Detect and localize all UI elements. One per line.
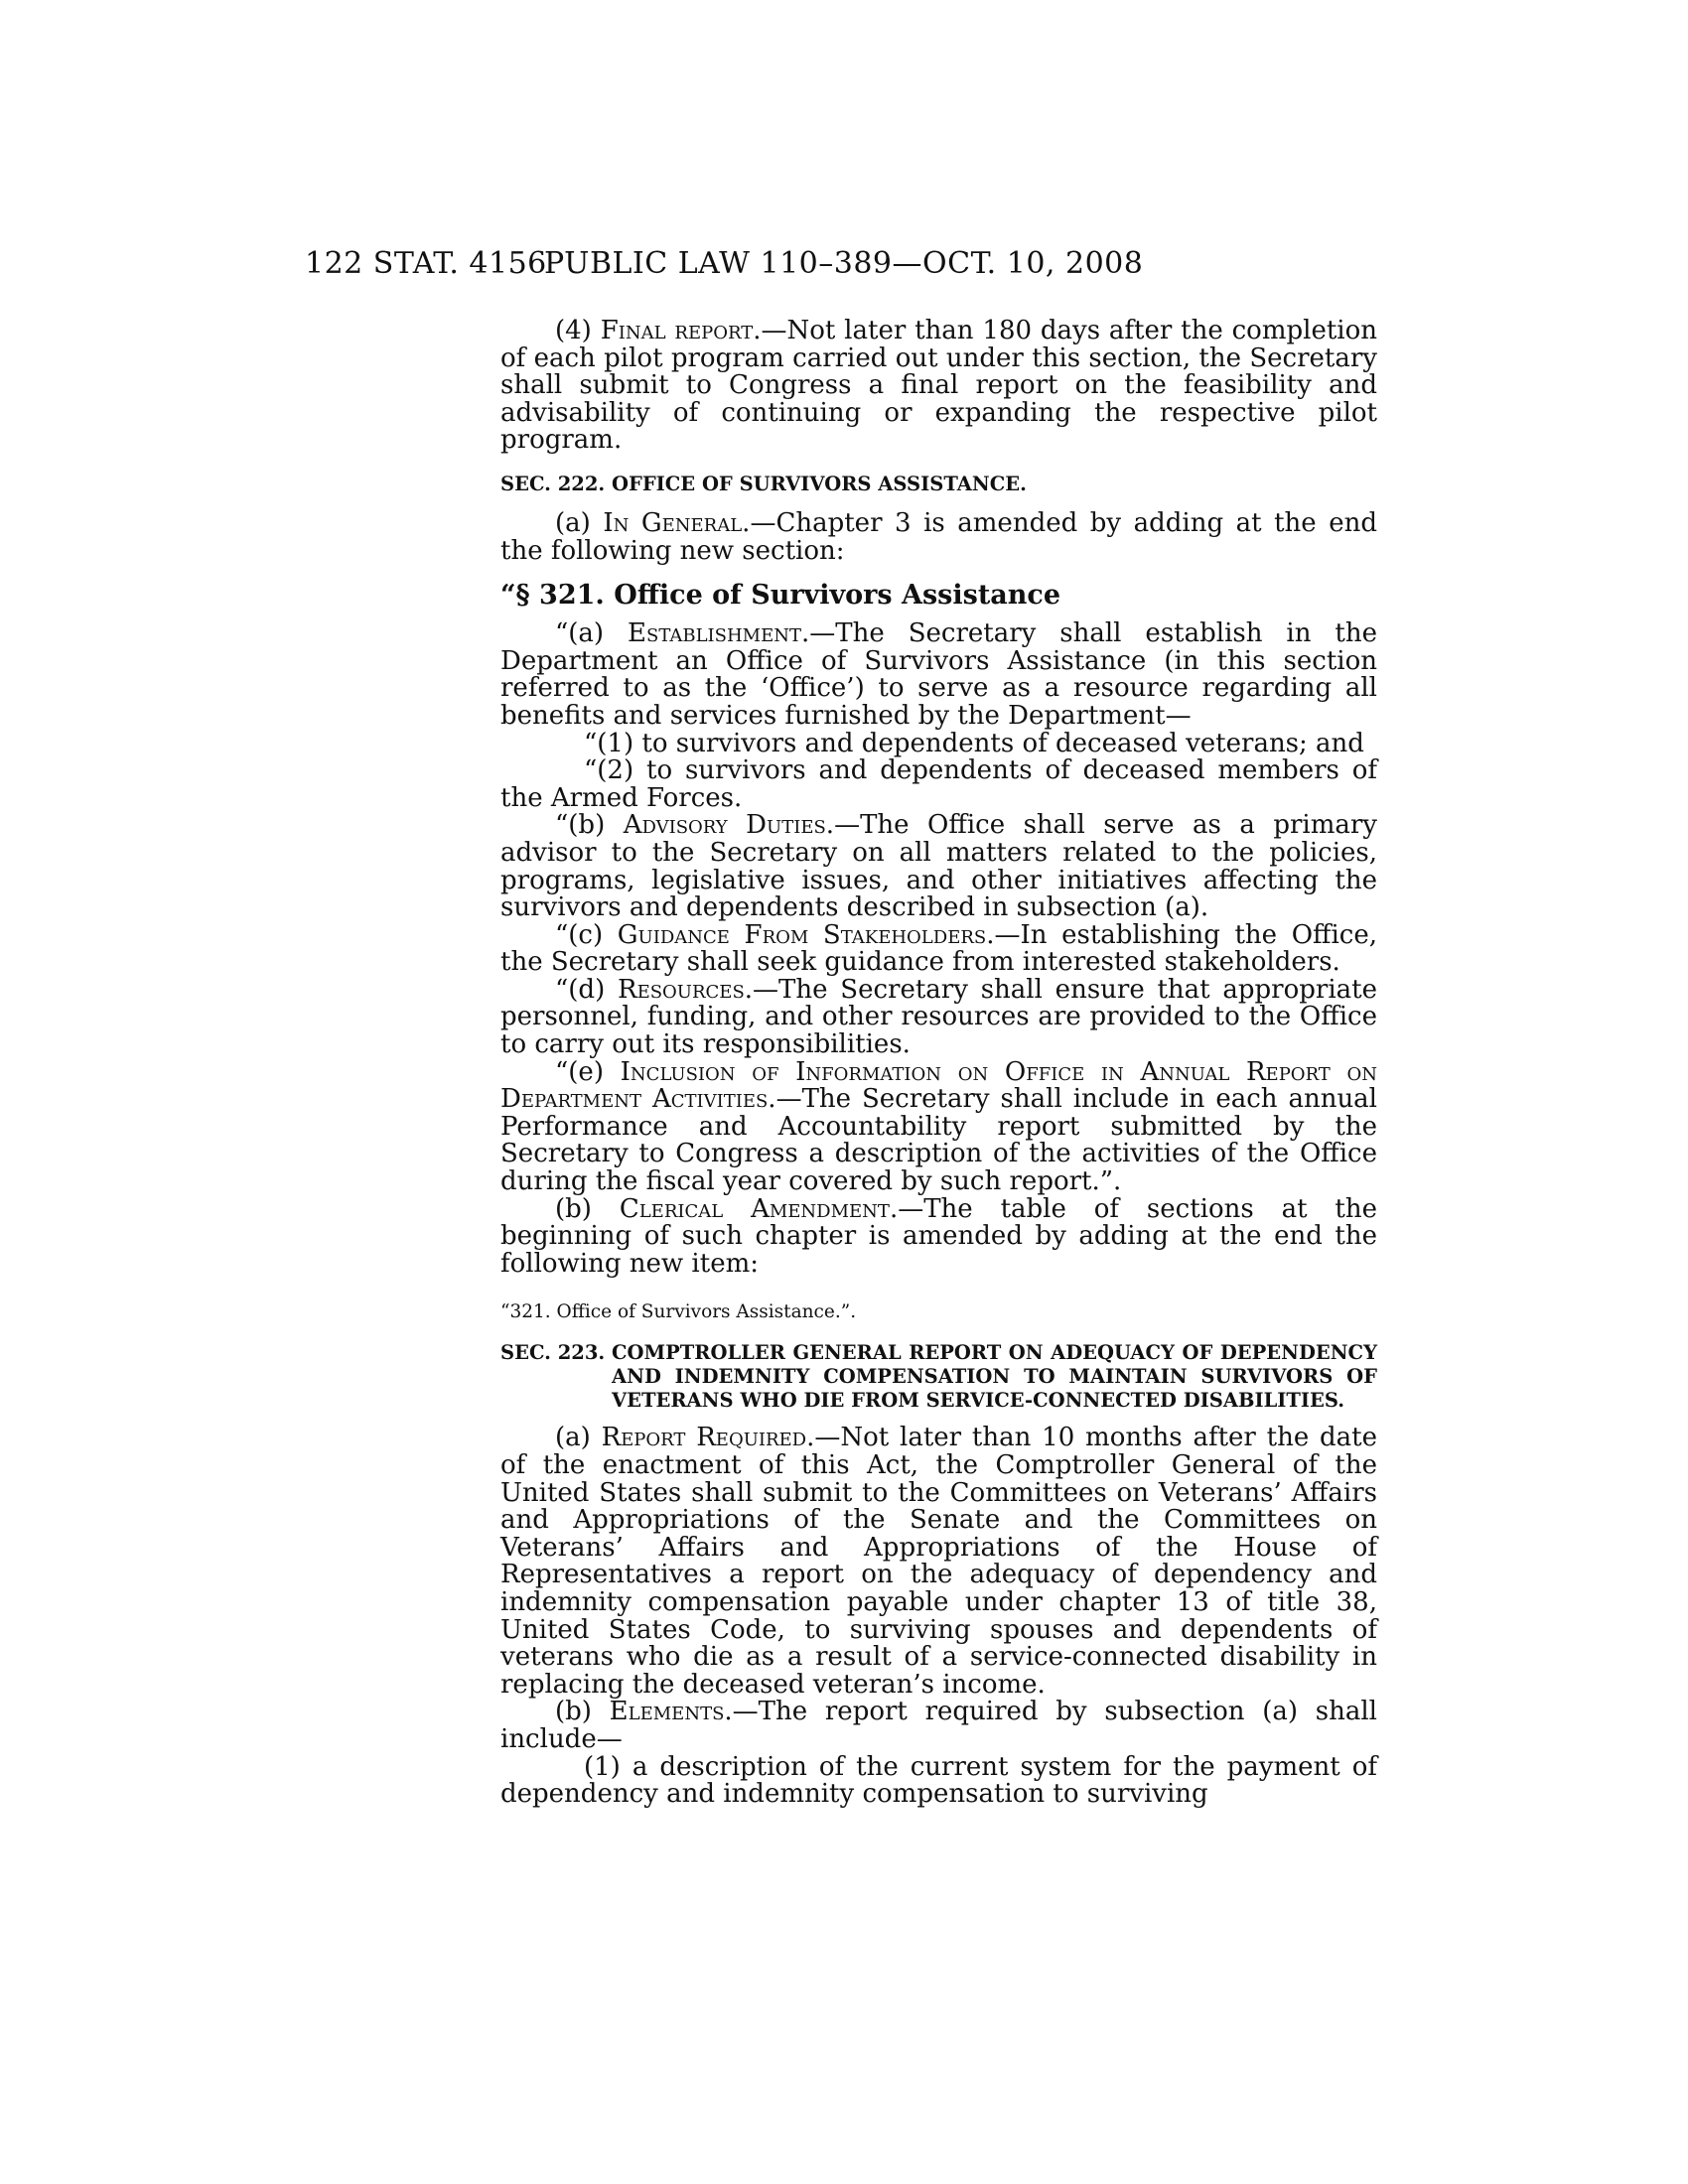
statute-page-number: 122 STAT. 4156 [305, 246, 547, 281]
subsection-text: —The table of sections at the beginning of such chapter is amended by adding at the end the following new item: [500, 1193, 1378, 1279]
subsection-heading: Clerical Amendment. [619, 1193, 899, 1224]
list-item-2: “(2) to survivors and dependents of deceased members of the Armed Forces. [500, 755, 1377, 813]
subsection-advisory-duties [500, 812, 1377, 921]
subsection-b-clerical-amendment [500, 1193, 1378, 1279]
subsection-text: —The report required by subsection (a) shall include— [500, 1697, 1377, 1754]
subsection-text: —Not later than 10 months after the date of the enactment of this Act, the Comptroller General of the United States shall submit to the Committees on Veterans’ Affairs and Appropriations of the Senate and the Committees on Veterans’ Affairs and Appropriations of the House of Representatives a report on the adequacy of dependency and indemnity compensation payable under chapter 13 of title 38, United States Code, to surviving spouses and dependents of veterans who die as a result of a service-connected disability in replacing the deceased veteran’s income. [500, 1423, 1377, 1700]
list-item-1: “(1) to survivors and dependents of deceased veterans; and [584, 728, 1364, 758]
subsection-establishment [500, 620, 1377, 730]
subsection-heading: Report Required. [601, 1423, 815, 1453]
subsection-number: “(d) [555, 974, 618, 1005]
paragraph-final-report [500, 318, 1377, 455]
section-heading: COMPTROLLER GENERAL REPORT ON ADEQUACY OF DEPENDENCY AND INDEMNITY COMPENSATION TO MAINTAIN SURVIVORS OF VETERANS WHO DIE FROM SERVICE-CONNECTED DISABILITIES. [611, 1341, 1377, 1413]
subsection-heading: Resources. [618, 974, 754, 1005]
subsection-inclusion [500, 1056, 1377, 1197]
subsection-a-in-general [500, 507, 1377, 566]
subsection-number: (b) [555, 1697, 610, 1727]
subsection-heading: In General. [603, 507, 751, 538]
paragraph-number: (4) [555, 316, 601, 345]
page-header [305, 246, 1377, 286]
subsection-text: —The Secretary shall ensure that appropriate personnel, funding, and other resources are provided to the Office to carry out its responsibilities. [500, 974, 1377, 1060]
subsection-text: —The Secretary shall include in each annual Performance and Accountability report submitted by the Secretary to Congress a description of the activities of the Office during the fiscal year covered by such report.”. [500, 1084, 1377, 1197]
section-number: SEC. 223. [500, 1341, 612, 1365]
subsection-number: (b) [555, 1193, 620, 1224]
subsection-number: (a) [555, 1423, 602, 1453]
paragraph-heading: Final report. [600, 316, 762, 345]
subsection-text: —The Secretary shall establish in the Department an Office of Survivors Assistance (in this section referred to as the ‘Office’) to serve as a resource regarding all benefits and services furnished by the Department— [500, 618, 1377, 731]
paragraph-text: —Not later than 180 days after the completion of each pilot program carried out under this section, the Secretary shall submit to Congress a final report on the feasibility and advisability of continuing or expanding the respective pilot program. [500, 316, 1377, 456]
public-law-title: PUBLIC LAW 110–389—OCT. 10, 2008 [544, 246, 1144, 281]
subsection-heading: Guidance From Stakeholders. [617, 919, 995, 950]
table-of-sections-item: “321. Office of Survivors Assistance.”. [500, 1301, 857, 1323]
subsection-a-report-required [500, 1425, 1377, 1699]
subsection-number: “(e) [555, 1056, 621, 1087]
subsection-heading: Advisory Duties. [623, 810, 835, 841]
subsection-number: “(c) [555, 919, 618, 950]
subsection-heading: Establishment. [628, 618, 810, 649]
new-section-321-title: “§ 321. Office of Survivors Assistance [500, 580, 1061, 612]
subsection-text: —Chapter 3 is amended by adding at the end the following new section: [500, 507, 1377, 566]
elements-item-1: (1) a description of the current system for the payment of dependency and indemnity compensation to surviving [500, 1751, 1377, 1810]
subsection-guidance [500, 919, 1378, 978]
page-body [500, 318, 1377, 1809]
section-223-title [500, 1341, 1377, 1413]
subsection-number: “(b) [555, 810, 624, 841]
subsection-b-elements [500, 1699, 1377, 1753]
subsection-resources [500, 974, 1377, 1060]
subsection-number: (a) [555, 507, 604, 538]
subsection-text: —The Office shall serve as a primary advisor to the Secretary on all matters related to the policies, programs, legislative issues, and other initiatives affecting the survivors and dependents described in subsection (a). [500, 810, 1377, 923]
subsection-heading: Elements. [609, 1697, 733, 1727]
section-222-title: SEC. 222. OFFICE OF SURVIVORS ASSISTANCE. [500, 472, 1027, 495]
subsection-number: “(a) [555, 618, 629, 649]
subsection-text: —In establishing the Office, the Secretary shall seek guidance from interested stakeholders. [500, 919, 1378, 978]
subsection-heading: Inclusion of Information on Office in Annual Report on Department Activities. [500, 1056, 1377, 1115]
